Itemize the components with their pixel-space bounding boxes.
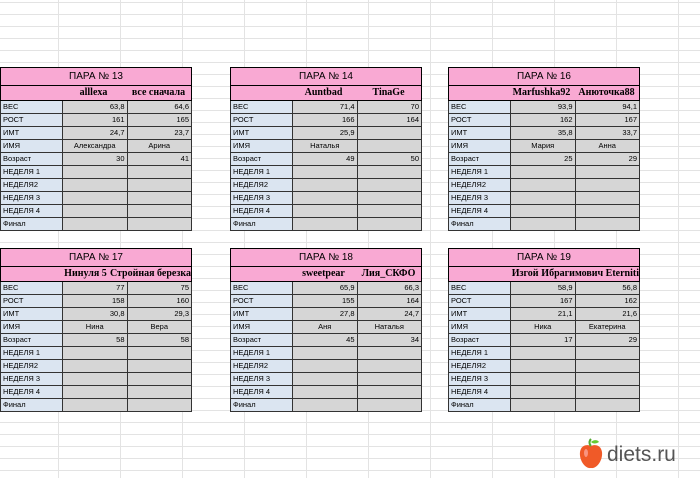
cell[interactable] bbox=[576, 373, 640, 385]
cell[interactable]: 25 bbox=[511, 153, 576, 165]
table-row bbox=[448, 114, 640, 127]
row-label[interactable]: Возраст bbox=[231, 334, 293, 346]
participant-2[interactable]: все сначала bbox=[131, 87, 186, 98]
row-label[interactable]: РОСТ bbox=[231, 114, 293, 126]
participant-names bbox=[448, 86, 640, 101]
participant-names bbox=[448, 267, 640, 282]
cell[interactable]: 49 bbox=[293, 153, 358, 165]
table-row bbox=[448, 347, 640, 360]
cell[interactable]: Екатерина bbox=[576, 321, 640, 333]
cell[interactable]: 164 bbox=[358, 295, 422, 307]
cell[interactable] bbox=[358, 140, 422, 152]
table-row bbox=[0, 373, 192, 386]
row-label[interactable]: ИМЯ bbox=[1, 140, 63, 152]
cell[interactable] bbox=[128, 386, 192, 398]
participant-2[interactable]: TinaGe bbox=[372, 87, 405, 98]
cell[interactable]: Аня bbox=[293, 321, 358, 333]
cell[interactable]: Мария bbox=[511, 140, 576, 152]
cell[interactable] bbox=[358, 386, 422, 398]
cell[interactable] bbox=[511, 205, 576, 217]
table-row bbox=[230, 308, 422, 321]
participant-1[interactable]: Нинуля 5 bbox=[64, 268, 107, 279]
cell[interactable] bbox=[293, 166, 358, 178]
row-label[interactable]: НЕДЕЛЯ2 bbox=[449, 179, 511, 191]
table-row bbox=[230, 153, 422, 166]
participant-2[interactable]: Анюточка88 bbox=[578, 87, 635, 98]
row-label[interactable]: РОСТ bbox=[1, 114, 63, 126]
participant-1[interactable]: Marfushka92 bbox=[512, 87, 571, 98]
cell[interactable]: 155 bbox=[293, 295, 358, 307]
cell[interactable]: 29 bbox=[576, 334, 640, 346]
row-label[interactable]: ВЕС bbox=[1, 282, 63, 294]
table-row bbox=[448, 192, 640, 205]
cell[interactable]: 24,7 bbox=[63, 127, 128, 139]
row-label[interactable]: НЕДЕЛЯ 3 bbox=[231, 192, 293, 204]
cell[interactable] bbox=[128, 399, 192, 411]
cell[interactable] bbox=[293, 205, 358, 217]
cell[interactable] bbox=[511, 373, 576, 385]
cell[interactable]: Наталья bbox=[293, 140, 358, 152]
row-label[interactable]: ВЕС bbox=[449, 101, 511, 113]
cell[interactable] bbox=[576, 192, 640, 204]
participant-names bbox=[0, 86, 192, 101]
cell[interactable]: 58,9 bbox=[511, 282, 576, 294]
row-label[interactable]: ИМТ bbox=[1, 308, 63, 320]
cell[interactable]: 167 bbox=[576, 114, 640, 126]
row-label[interactable]: РОСТ bbox=[1, 295, 63, 307]
row-label[interactable]: ВЕС bbox=[231, 282, 293, 294]
row-label[interactable]: НЕДЕЛЯ2 bbox=[231, 360, 293, 372]
participant-1[interactable]: Изгой bbox=[511, 268, 539, 279]
table-row bbox=[0, 140, 192, 153]
row-label[interactable]: НЕДЕЛЯ 3 bbox=[449, 192, 511, 204]
row-label[interactable]: Финал bbox=[449, 399, 511, 411]
cell[interactable] bbox=[576, 347, 640, 359]
row-label[interactable]: Финал bbox=[1, 399, 63, 411]
row-label[interactable]: ИМТ bbox=[449, 127, 511, 139]
cell[interactable] bbox=[128, 373, 192, 385]
row-label[interactable]: НЕДЕЛЯ 4 bbox=[231, 205, 293, 217]
cell[interactable]: Нина bbox=[63, 321, 128, 333]
cell[interactable]: Анна bbox=[576, 140, 640, 152]
cell[interactable] bbox=[128, 205, 192, 217]
cell[interactable] bbox=[511, 360, 576, 372]
row-label[interactable]: ИМЯ bbox=[449, 321, 511, 333]
table-row bbox=[230, 205, 422, 218]
cell[interactable] bbox=[293, 192, 358, 204]
table-row bbox=[230, 373, 422, 386]
table-row bbox=[0, 347, 192, 360]
cell[interactable] bbox=[63, 399, 128, 411]
table-row bbox=[448, 179, 640, 192]
cell[interactable] bbox=[358, 166, 422, 178]
participant-1[interactable]: alllexa bbox=[79, 87, 108, 98]
cell[interactable] bbox=[63, 373, 128, 385]
table-row bbox=[448, 295, 640, 308]
row-label[interactable]: Финал bbox=[449, 218, 511, 230]
logo-text: diets.ru bbox=[607, 443, 676, 466]
table-row bbox=[230, 218, 422, 231]
cell[interactable] bbox=[576, 218, 640, 230]
cell[interactable]: 34 bbox=[358, 334, 422, 346]
cell[interactable]: 158 bbox=[63, 295, 128, 307]
table-row bbox=[230, 399, 422, 412]
row-label[interactable]: НЕДЕЛЯ 1 bbox=[1, 347, 63, 359]
cell[interactable]: 25,9 bbox=[293, 127, 358, 139]
cell[interactable] bbox=[293, 347, 358, 359]
cell[interactable] bbox=[358, 347, 422, 359]
table-row bbox=[448, 127, 640, 140]
cell[interactable]: 161 bbox=[63, 114, 128, 126]
row-label[interactable]: Возраст bbox=[1, 153, 63, 165]
row-label[interactable]: НЕДЕЛЯ2 bbox=[231, 179, 293, 191]
cell[interactable] bbox=[293, 218, 358, 230]
cell[interactable]: 93,9 bbox=[511, 101, 576, 113]
table-row bbox=[230, 282, 422, 295]
cell[interactable]: 58 bbox=[63, 334, 128, 346]
cell[interactable] bbox=[128, 192, 192, 204]
cell[interactable]: 66,3 bbox=[358, 282, 422, 294]
cell[interactable]: 17 bbox=[511, 334, 576, 346]
cell[interactable]: Наталья bbox=[358, 321, 422, 333]
participant-names bbox=[230, 86, 422, 101]
row-label[interactable]: РОСТ bbox=[449, 114, 511, 126]
table-row bbox=[448, 205, 640, 218]
cell[interactable] bbox=[63, 205, 128, 217]
row-label[interactable]: НЕДЕЛЯ 4 bbox=[449, 205, 511, 217]
cell[interactable] bbox=[293, 399, 358, 411]
table-row bbox=[448, 153, 640, 166]
row-label[interactable]: ВЕС bbox=[231, 101, 293, 113]
row-label[interactable]: РОСТ bbox=[231, 295, 293, 307]
participant-2[interactable]: Стройная березка bbox=[109, 268, 191, 279]
row-label[interactable]: НЕДЕЛЯ 4 bbox=[1, 386, 63, 398]
row-label[interactable]: НЕДЕЛЯ2 bbox=[449, 360, 511, 372]
cell[interactable] bbox=[63, 386, 128, 398]
cell[interactable] bbox=[358, 127, 422, 139]
cell[interactable]: 164 bbox=[358, 114, 422, 126]
participant-2[interactable]: Ибрагимович Eterniti bbox=[541, 268, 639, 279]
cell[interactable] bbox=[511, 192, 576, 204]
cell[interactable] bbox=[358, 205, 422, 217]
table-row bbox=[0, 399, 192, 412]
cell[interactable]: 50 bbox=[358, 153, 422, 165]
pair-title[interactable]: ПАРА № 14 bbox=[230, 67, 422, 86]
cell[interactable]: 27,8 bbox=[293, 308, 358, 320]
row-label[interactable]: ИМТ bbox=[231, 308, 293, 320]
cell[interactable] bbox=[128, 347, 192, 359]
table-row bbox=[0, 386, 192, 399]
cell[interactable]: 70 bbox=[358, 101, 422, 113]
pair-title[interactable]: ПАРА № 13 bbox=[0, 67, 192, 86]
participant-1[interactable]: sweetpear bbox=[302, 268, 345, 279]
cell[interactable]: 94,1 bbox=[576, 101, 640, 113]
table-row bbox=[0, 282, 192, 295]
table-row bbox=[0, 308, 192, 321]
table-row bbox=[448, 334, 640, 347]
table-row bbox=[230, 386, 422, 399]
cell[interactable] bbox=[358, 360, 422, 372]
row-label[interactable]: НЕДЕЛЯ 1 bbox=[449, 347, 511, 359]
row-label[interactable]: Возраст bbox=[1, 334, 63, 346]
cell[interactable]: Вера bbox=[128, 321, 192, 333]
participant-1[interactable]: Auntbad bbox=[304, 87, 343, 98]
pair-block bbox=[0, 248, 192, 412]
table-row bbox=[0, 114, 192, 127]
row-label[interactable]: НЕДЕЛЯ 4 bbox=[231, 386, 293, 398]
table-row bbox=[0, 166, 192, 179]
cell[interactable]: 33,7 bbox=[576, 127, 640, 139]
cell[interactable]: Ника bbox=[511, 321, 576, 333]
table-row bbox=[0, 101, 192, 114]
cell[interactable] bbox=[293, 373, 358, 385]
row-label[interactable]: НЕДЕЛЯ 3 bbox=[231, 373, 293, 385]
row-label[interactable]: Финал bbox=[1, 218, 63, 230]
row-label[interactable]: ИМТ bbox=[231, 127, 293, 139]
cell[interactable] bbox=[63, 218, 128, 230]
cell[interactable]: 65,9 bbox=[293, 282, 358, 294]
cell[interactable] bbox=[576, 166, 640, 178]
cell[interactable]: 41 bbox=[128, 153, 192, 165]
row-label[interactable]: РОСТ bbox=[449, 295, 511, 307]
table-row bbox=[448, 101, 640, 114]
cell[interactable] bbox=[511, 218, 576, 230]
cell[interactable]: 77 bbox=[63, 282, 128, 294]
cell[interactable] bbox=[358, 179, 422, 191]
cell[interactable] bbox=[511, 386, 576, 398]
row-label[interactable]: Финал bbox=[231, 399, 293, 411]
cell[interactable]: 166 bbox=[293, 114, 358, 126]
pair-title[interactable]: ПАРА № 16 bbox=[448, 67, 640, 86]
cell[interactable]: 162 bbox=[576, 295, 640, 307]
table-row bbox=[448, 399, 640, 412]
cell[interactable]: 167 bbox=[511, 295, 576, 307]
table-row bbox=[230, 179, 422, 192]
table-row bbox=[448, 386, 640, 399]
table-row bbox=[0, 179, 192, 192]
cell[interactable] bbox=[293, 179, 358, 191]
cell[interactable]: 56,8 bbox=[576, 282, 640, 294]
table-row bbox=[0, 334, 192, 347]
cell[interactable]: 29,3 bbox=[128, 308, 192, 320]
row-label[interactable]: НЕДЕЛЯ2 bbox=[1, 179, 63, 191]
cell[interactable] bbox=[358, 399, 422, 411]
cell[interactable]: 160 bbox=[128, 295, 192, 307]
table-row bbox=[230, 166, 422, 179]
cell[interactable] bbox=[63, 192, 128, 204]
cell[interactable]: 21,6 bbox=[576, 308, 640, 320]
table-row bbox=[230, 114, 422, 127]
cell[interactable]: 45 bbox=[293, 334, 358, 346]
row-label[interactable]: НЕДЕЛЯ 1 bbox=[1, 166, 63, 178]
row-label[interactable]: НЕДЕЛЯ 3 bbox=[449, 373, 511, 385]
cell[interactable] bbox=[576, 179, 640, 191]
cell[interactable]: 162 bbox=[511, 114, 576, 126]
row-label[interactable]: НЕДЕЛЯ 4 bbox=[449, 386, 511, 398]
table-row bbox=[230, 360, 422, 373]
cell[interactable] bbox=[128, 360, 192, 372]
row-label[interactable]: ИМЯ bbox=[231, 140, 293, 152]
table-row bbox=[0, 127, 192, 140]
cell[interactable] bbox=[63, 179, 128, 191]
cell[interactable] bbox=[576, 205, 640, 217]
table-row bbox=[0, 321, 192, 334]
cell[interactable] bbox=[63, 347, 128, 359]
table-row bbox=[448, 373, 640, 386]
pair-block bbox=[448, 67, 640, 231]
table-row bbox=[448, 218, 640, 231]
cell[interactable]: 58 bbox=[128, 334, 192, 346]
table-row bbox=[0, 218, 192, 231]
diets-logo bbox=[577, 436, 699, 476]
cell[interactable]: 35,8 bbox=[511, 127, 576, 139]
cell[interactable] bbox=[511, 399, 576, 411]
row-label[interactable]: ИМТ bbox=[1, 127, 63, 139]
table-row bbox=[0, 192, 192, 205]
cell[interactable] bbox=[63, 166, 128, 178]
cell[interactable] bbox=[63, 360, 128, 372]
cell[interactable] bbox=[358, 192, 422, 204]
row-label[interactable]: Финал bbox=[231, 218, 293, 230]
cell[interactable]: Арина bbox=[128, 140, 192, 152]
cell[interactable]: 30 bbox=[63, 153, 128, 165]
cell[interactable] bbox=[293, 386, 358, 398]
cell[interactable] bbox=[128, 166, 192, 178]
table-row bbox=[230, 140, 422, 153]
row-label[interactable]: НЕДЕЛЯ 4 bbox=[1, 205, 63, 217]
table-row bbox=[230, 321, 422, 334]
row-label[interactable]: Возраст bbox=[449, 334, 511, 346]
pair-block bbox=[0, 67, 192, 231]
pair-title[interactable]: ПАРА № 19 bbox=[448, 248, 640, 267]
row-label[interactable]: Возраст bbox=[231, 153, 293, 165]
cell[interactable]: 71,4 bbox=[293, 101, 358, 113]
table-row bbox=[230, 334, 422, 347]
row-label[interactable]: ВЕС bbox=[1, 101, 63, 113]
cell[interactable] bbox=[128, 179, 192, 191]
row-label[interactable]: НЕДЕЛЯ2 bbox=[1, 360, 63, 372]
table-row bbox=[230, 192, 422, 205]
cell[interactable] bbox=[358, 218, 422, 230]
row-label[interactable]: НЕДЕЛЯ 1 bbox=[449, 166, 511, 178]
cell[interactable] bbox=[511, 179, 576, 191]
table-row bbox=[0, 295, 192, 308]
cell[interactable]: 75 bbox=[128, 282, 192, 294]
cell[interactable] bbox=[576, 360, 640, 372]
row-label[interactable]: ИМЯ bbox=[449, 140, 511, 152]
cell[interactable]: Александра bbox=[63, 140, 128, 152]
row-label[interactable]: ИМЯ bbox=[231, 321, 293, 333]
row-label[interactable]: Возраст bbox=[449, 153, 511, 165]
table-row bbox=[448, 360, 640, 373]
table-row bbox=[448, 308, 640, 321]
cell[interactable] bbox=[293, 360, 358, 372]
pair-block bbox=[230, 67, 422, 231]
cell[interactable] bbox=[128, 218, 192, 230]
cell[interactable] bbox=[511, 166, 576, 178]
table-row bbox=[448, 166, 640, 179]
pair-block bbox=[230, 248, 422, 412]
cell[interactable]: 165 bbox=[128, 114, 192, 126]
apple-icon bbox=[577, 438, 605, 472]
cell[interactable]: 29 bbox=[576, 153, 640, 165]
cell[interactable] bbox=[576, 386, 640, 398]
row-label[interactable]: ИМТ bbox=[449, 308, 511, 320]
cell[interactable]: 23,7 bbox=[128, 127, 192, 139]
table-row bbox=[230, 347, 422, 360]
pair-title[interactable]: ПАРА № 18 bbox=[230, 248, 422, 267]
participant-2[interactable]: Лия_СКФО bbox=[361, 268, 416, 279]
cell[interactable]: 64,6 bbox=[128, 101, 192, 113]
row-label[interactable]: НЕДЕЛЯ 3 bbox=[1, 192, 63, 204]
table-row bbox=[230, 101, 422, 114]
table-row bbox=[448, 140, 640, 153]
table-row bbox=[0, 360, 192, 373]
cell[interactable]: 21,1 bbox=[511, 308, 576, 320]
row-label[interactable]: НЕДЕЛЯ 1 bbox=[231, 166, 293, 178]
cell[interactable] bbox=[358, 373, 422, 385]
table-row bbox=[448, 282, 640, 295]
table-row bbox=[448, 321, 640, 334]
row-label[interactable]: НЕДЕЛЯ 1 bbox=[231, 347, 293, 359]
cell[interactable]: 63,8 bbox=[63, 101, 128, 113]
participant-names bbox=[0, 267, 192, 282]
row-label[interactable]: НЕДЕЛЯ 3 bbox=[1, 373, 63, 385]
table-row bbox=[230, 127, 422, 140]
table-row bbox=[230, 295, 422, 308]
pair-block bbox=[448, 248, 640, 412]
cell[interactable]: 30,8 bbox=[63, 308, 128, 320]
table-row bbox=[0, 153, 192, 166]
cell[interactable]: 24,7 bbox=[358, 308, 422, 320]
cell[interactable] bbox=[576, 399, 640, 411]
row-label[interactable]: ВЕС bbox=[449, 282, 511, 294]
cell[interactable] bbox=[511, 347, 576, 359]
row-label[interactable]: ИМЯ bbox=[1, 321, 63, 333]
table-row bbox=[0, 205, 192, 218]
participant-names bbox=[230, 267, 422, 282]
pair-title[interactable]: ПАРА № 17 bbox=[0, 248, 192, 267]
